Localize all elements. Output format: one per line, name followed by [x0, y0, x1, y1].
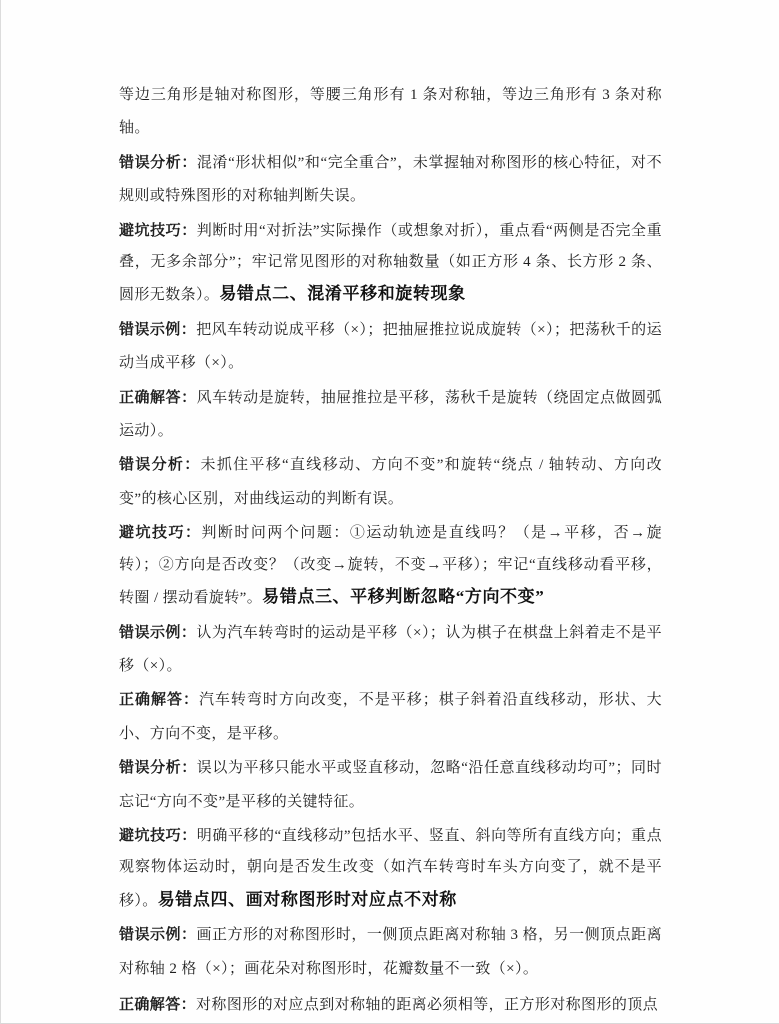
paragraph [119, 80, 662, 145]
paragraph-text: 对称图形的对应点到对称轴的距离必须相等，正方形对称图形的顶点 [196, 996, 659, 1013]
section-heading-3: 易错点三、平移判断忽略“方向不变” [262, 587, 545, 607]
paragraph [119, 315, 662, 380]
paragraph-label: 错误分析： [119, 457, 201, 474]
paragraph-label: 错误示例： [119, 624, 197, 641]
paragraph-text: 混淆“形状相似”和“完全重合”，未掌握轴对称图形的核心特征，对不规则或特殊图形的对称轴判断失误。 [119, 154, 662, 205]
paragraph [119, 618, 662, 683]
paragraph-label: 错误示例： [119, 927, 197, 944]
paragraph-text: 判断时问两个问题：①运动轨迹是直线吗？（是→平移，否→旋转）；②方向是否改变？（改变→旋转，不变→平移）；牢记“直线移动看平移，转圈 / 摆动看旋转”。 [119, 525, 662, 607]
paragraph [119, 216, 662, 312]
paragraph [119, 685, 662, 750]
paragraph [119, 148, 662, 213]
document-content [119, 80, 662, 1024]
paragraph-text: 等边三角形是轴对称图形，等腰三角形有 1 条对称轴，等边三角形有 3 条对称轴。 [119, 87, 662, 137]
paragraph-text: 把风车转动说成平移（×）；把抽屉推拉说成旋转（×）；把荡秋千的运动当成平移（×）。 [119, 321, 662, 372]
paragraph [119, 920, 662, 985]
section-heading-4: 易错点四、画对称图形时对应点不对称 [157, 889, 457, 909]
paragraph [119, 450, 662, 515]
paragraph-label: 正确解答： [119, 692, 199, 709]
paragraph-text: 误以为平移只能水平或竖直移动，忽略“沿任意直线移动均可”；同时忘记“方向不变”是平移的关键特征。 [119, 760, 662, 810]
paragraph-label: 避坑技巧： [119, 525, 202, 542]
paragraph-text: 明确平移的“直线移动”包括水平、竖直、斜向等所有直线方向；重点观察物体运动时，朝向是否发生改变（如汽车转弯时车头方向变了，就不是平移）。 [119, 827, 662, 909]
paragraph-text: 汽车转弯时方向改变，不是平移；棋子斜着沿直线移动，形状、大小、方向不变，是平移。 [119, 692, 662, 742]
paragraph [119, 988, 662, 1021]
paragraph [119, 383, 662, 448]
paragraph [119, 753, 662, 818]
paragraph [119, 518, 662, 614]
paragraph-text: 判断时用“对折法”实际操作（或想象对折），重点看“两侧是否完全重叠，无多余部分”；牢记常见图形的对称轴数量（如正方形 4 条、长方形 2 条、圆形无数条）。 [119, 222, 662, 304]
paragraph-text: 未抓住平移“直线移动、方向不变”和旋转“绕点 / 轴转动、方向改变”的核心区别，对曲线运动的判断有误。 [119, 457, 662, 507]
section-heading-2: 易错点二、混淆平移和旋转现象 [219, 284, 466, 304]
paragraph-text: 风车转动是旋转，抽屉推拉是平移，荡秋千是旋转（绕固定点做圆弧运动）。 [119, 389, 662, 440]
paragraph-text: 画正方形的对称图形时，一侧顶点距离对称轴 3 格，另一侧顶点距离对称轴 2 格（×）；画花朵对称图形时，花瓣数量不一致（×）。 [119, 927, 662, 977]
paragraph-label: 错误分析： [119, 154, 197, 171]
paragraph-label: 正确解答： [119, 996, 197, 1013]
paragraph-label: 避坑技巧： [119, 222, 197, 239]
paragraph [119, 821, 662, 917]
paragraph-label: 避坑技巧： [119, 827, 197, 844]
paragraph-label: 正确解答： [119, 389, 197, 406]
paragraph-label: 错误分析： [119, 760, 197, 777]
paragraph-text: 认为汽车转弯时的运动是平移（×）；认为棋子在棋盘上斜着走不是平移（×）。 [119, 624, 662, 674]
paragraph-label: 错误示例： [119, 321, 197, 338]
